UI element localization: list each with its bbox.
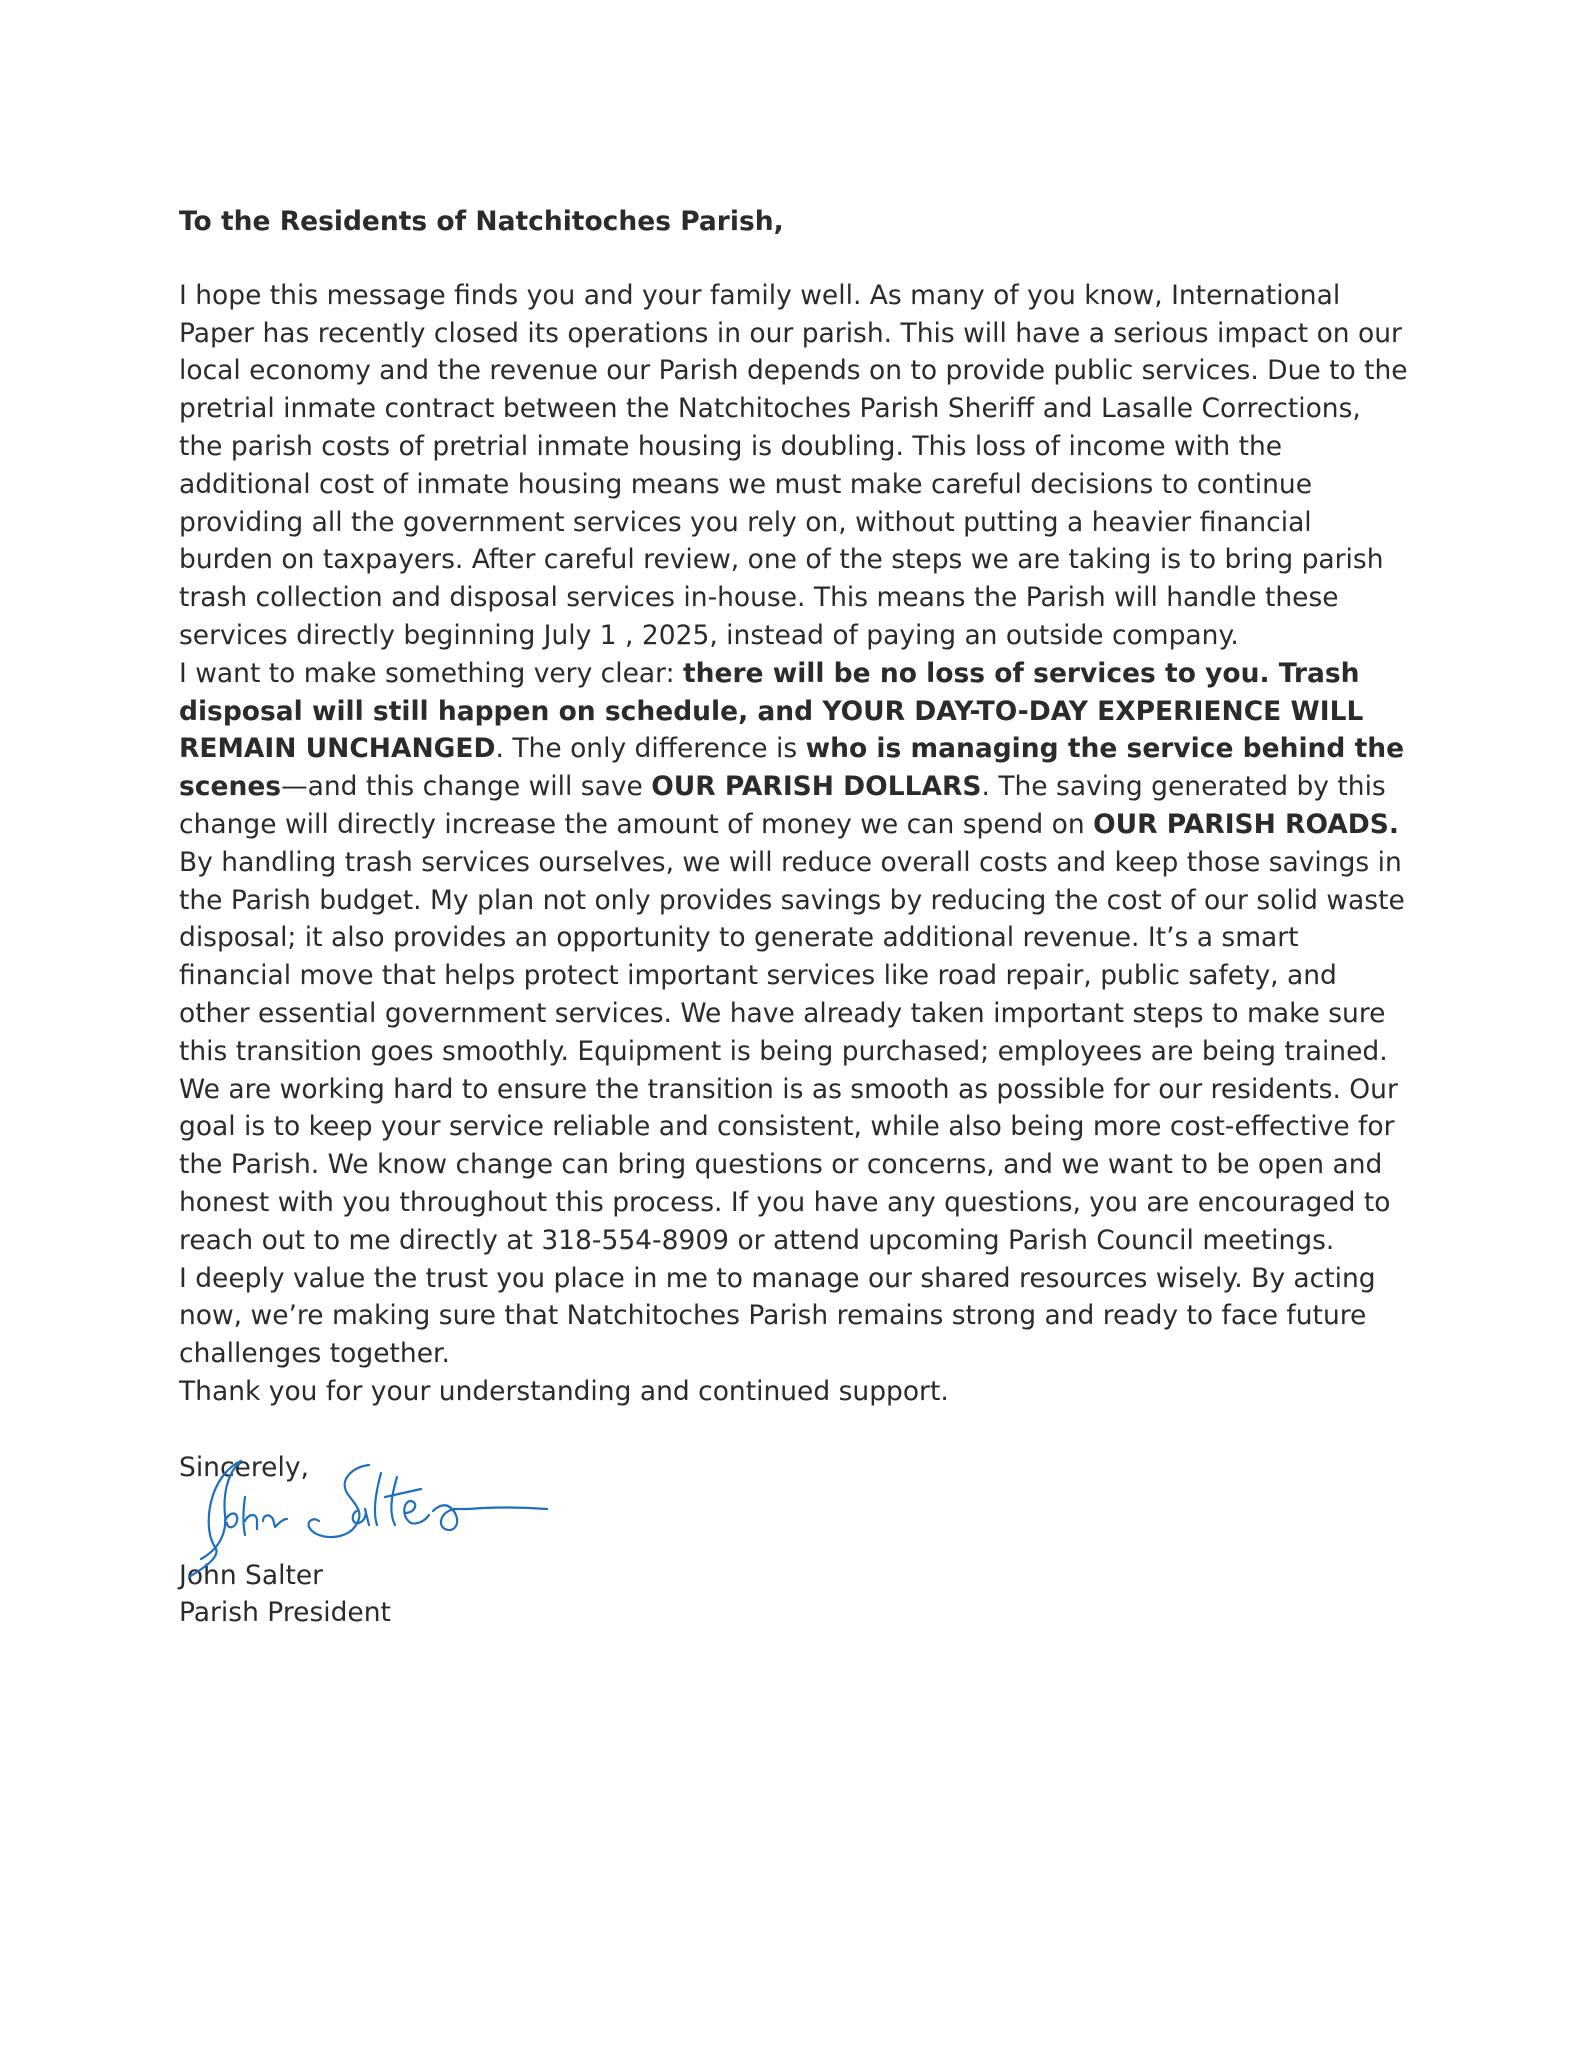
closing-block [179,1449,1409,1632]
paragraph-4: Thank you for your understanding and continued support. [179,1375,949,1407]
paragraph-2-bold-3: OUR PARISH DOLLARS [651,771,982,803]
paragraph-2-text-2: . The only difference is [495,733,806,765]
paragraph-2-bold-4: OUR PARISH ROADS. [1093,808,1399,840]
signer-title: Parish President [179,1597,391,1629]
paragraph-1: I hope this message finds you and your family well. As many of you know, International Paper has recently closed its operations in our parish. This will have a serious impact on our local economy and the revenue our Parish depends on to provide public services. Due to the pretrial inmate contract between the Natchitoches Parish Sheriff and Lasalle Corrections, the parish costs of pretrial inmate housing is doubling. This loss of income with the additional cost of inmate housing means we must make careful decisions to continue providing all the government services you rely on, without putting a heavier financial burden on taxpayers. After careful review, one of the steps we are taking is to bring parish trash collection and disposal services in-house. This means the Parish will handle these services directly beginning July 1 , 2025, instead of paying an outside company. [179,279,1408,651]
paragraph-2-text-1: I want to make something very clear: [179,657,683,689]
paragraph-3: I deeply value the trust you place in me to manage our shared resources wisely. By acting now, we’re making sure that Natchitoches Parish remains strong and ready to face future challenges together. [179,1262,1376,1370]
closing: Sincerely, [179,1451,309,1483]
salutation: To the Residents of Natchitoches Parish, [179,206,784,237]
letter-body [179,203,1409,1632]
paragraph-2-bold-1: there will be no loss of services to you. Trash disposal will still happen on schedule, and YOUR DAY-TO-DAY EXPERIENCE WILL REMAIN UNCHANGED [179,657,1364,765]
paragraph-2-text-3: —and this change will save [281,771,652,803]
signer-name: John Salter [179,1559,324,1591]
paragraph-2-bold-2: who is managing the service behind the scenes [179,733,1405,803]
paragraph-2 [179,655,1409,1260]
paragraph-2-text-5: By handling trash services ourselves, we will reduce overall costs and keep those savings in the Parish budget. My plan not only provides savings by reducing the cost of our solid waste disposal; it also provides an opportunity to generate additional revenue. It’s a smart financial move that helps protect important services like road repair, public safety, and other essential government services. We have already taken important steps to make sure this transition goes smoothly. Equipment is being purchased; employees are being trained. We are working hard to ensure the transition is as smooth as possible for our residents. Our goal is to keep your service reliable and consistent, while also being more cost-effective for the Parish. We know change can bring questions or concerns, and we want to be open and honest with you throughout this process. If you have any questions, you are encouraged to reach out to me directly at 318-554-8909 or attend upcoming Parish Council meetings. [179,846,1405,1256]
handwritten-signature [179,1455,549,1585]
paragraph-2-text-4: . The saving generated by this change will directly increase the amount of money we can spend on [179,771,1386,840]
